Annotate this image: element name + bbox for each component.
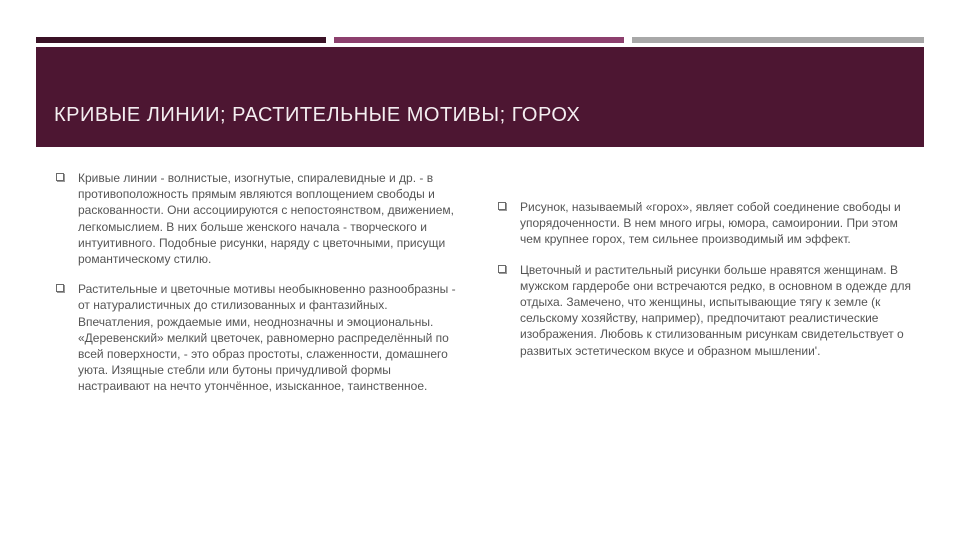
bullet-item bbox=[498, 262, 918, 359]
bullet-text: Цветочный и растительный рисунки больше нравятся женщинам. В мужском гардеробе они встречаются редко, в основном в одежде для отдыха. Замечено, что женщины, испытывающие тягу к земле (к сельскому хозяйству, например), предпочитают реалистические изображения. Любовь к стилизованным рисункам свидетельствует о развитых эстетическом вкусе и образном мышлении'. bbox=[520, 262, 911, 358]
square-bullet-icon bbox=[498, 265, 506, 273]
square-bullet-icon bbox=[498, 202, 506, 210]
accent-bar-gray bbox=[632, 37, 924, 43]
accent-bar-dark bbox=[36, 37, 326, 43]
accent-bar-purple bbox=[334, 37, 624, 43]
slide-title: КРИВЫЕ ЛИНИИ; РАСТИТЕЛЬНЫЕ МОТИВЫ; ГОРОХ bbox=[54, 104, 581, 126]
bullet-text: Кривые линии - волнистые, изогнутые, спиралевидные и др. - в противоположность прямым являются воплощением свободы и раскованности. Они ассоциируются с непостоянством, движением, легкомыслием. В них больше женского начала - творческого и интуитивного. Подобные рисунки, наряду с цветочными, присущи романтическому стилю. bbox=[78, 171, 455, 267]
bullet-item bbox=[56, 281, 466, 394]
bullet-text: Рисунок, называемый «горох», являет собой соединение свободы и упорядоченности. В нем много игры, юмора, самоиронии. При этом чем крупнее горох, тем сильнее производимый им эффект. bbox=[520, 200, 901, 247]
bullet-item bbox=[56, 170, 466, 267]
bullet-item bbox=[498, 199, 918, 248]
square-bullet-icon bbox=[56, 173, 64, 181]
bullet-text: Растительные и цветочные мотивы необыкновенно разнообразны - от натуралистичных до стилизованных и фантазийных. Впечатления, рождаемые ими, неоднозначны и эмоциональны. «Деревенский» мелкий цветочек, равномерно распределённый по всей поверхности, - это образ простоты, слаженности, домашнего уюта. Изящные стебли или бутоны причудливой формы настраивают на нечто утончённое, изысканное, таинственное. bbox=[78, 282, 456, 394]
title-band bbox=[36, 47, 924, 147]
square-bullet-icon bbox=[56, 284, 64, 292]
right-column bbox=[498, 199, 918, 359]
left-column bbox=[56, 170, 466, 395]
